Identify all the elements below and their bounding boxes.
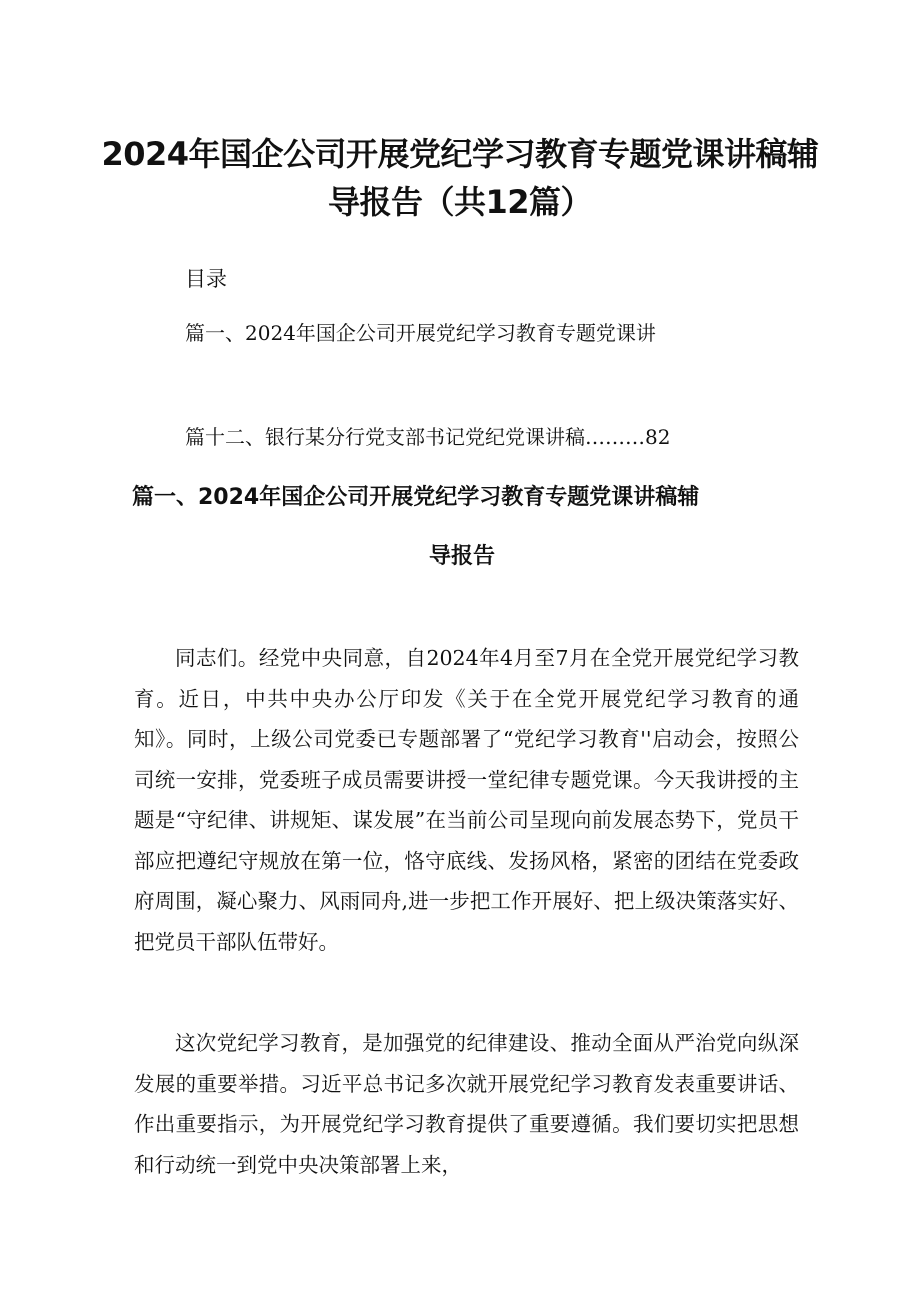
document-title: 2024年国企公司开展党纪学习教育专题党课讲稿辅导报告（共12篇）: [101, 135, 819, 221]
toc-item: 篇十二、银行某分行党支部书记党纪党课讲稿………82: [185, 425, 671, 449]
body-paragraph: 这次党纪学习教育，是加强党的纪律建设、推动全面从严治党向纵深发展的重要举措。习近平总书记多次就开展党纪学习教育发表重要讲话、作出重要指示，为开展党纪学习教育提供了重要遵循。我们要切实把思想和行动统一到党中央决策部署上来，: [134, 1031, 799, 1177]
section-heading: 篇一、2024年国企公司开展党纪学习教育专题党课讲稿辅: [132, 485, 700, 510]
toc-heading: 目录: [185, 267, 227, 291]
body-paragraph: 同志们。经党中央同意，自2024年4月至7月在全党开展党纪学习教育。近日，中共中央办公厅印发《关于在全党开展党纪学习教育的通知》。同时，上级公司党委已专题部署了“党纪学习教育''启动会，按照公司统一安排，党委班子成员需要讲授一堂纪律专题党课。今天我讲授的主题是“守纪律、讲规矩、谋发展”在当前公司呈现向前发展态势下，党员干部应把遵纪守规放在第一位，恪守底线、发扬风格，紧密的团结在党委政府周围，凝心聚力、风雨同舟,进一步把工作开展好、把上级决策落实好、把党员干部队伍带好。: [134, 646, 799, 954]
toc-item: 篇一、2024年国企公司开展党纪学习教育专题党课讲: [185, 321, 656, 345]
section-heading-continued: 导报告: [429, 544, 496, 569]
